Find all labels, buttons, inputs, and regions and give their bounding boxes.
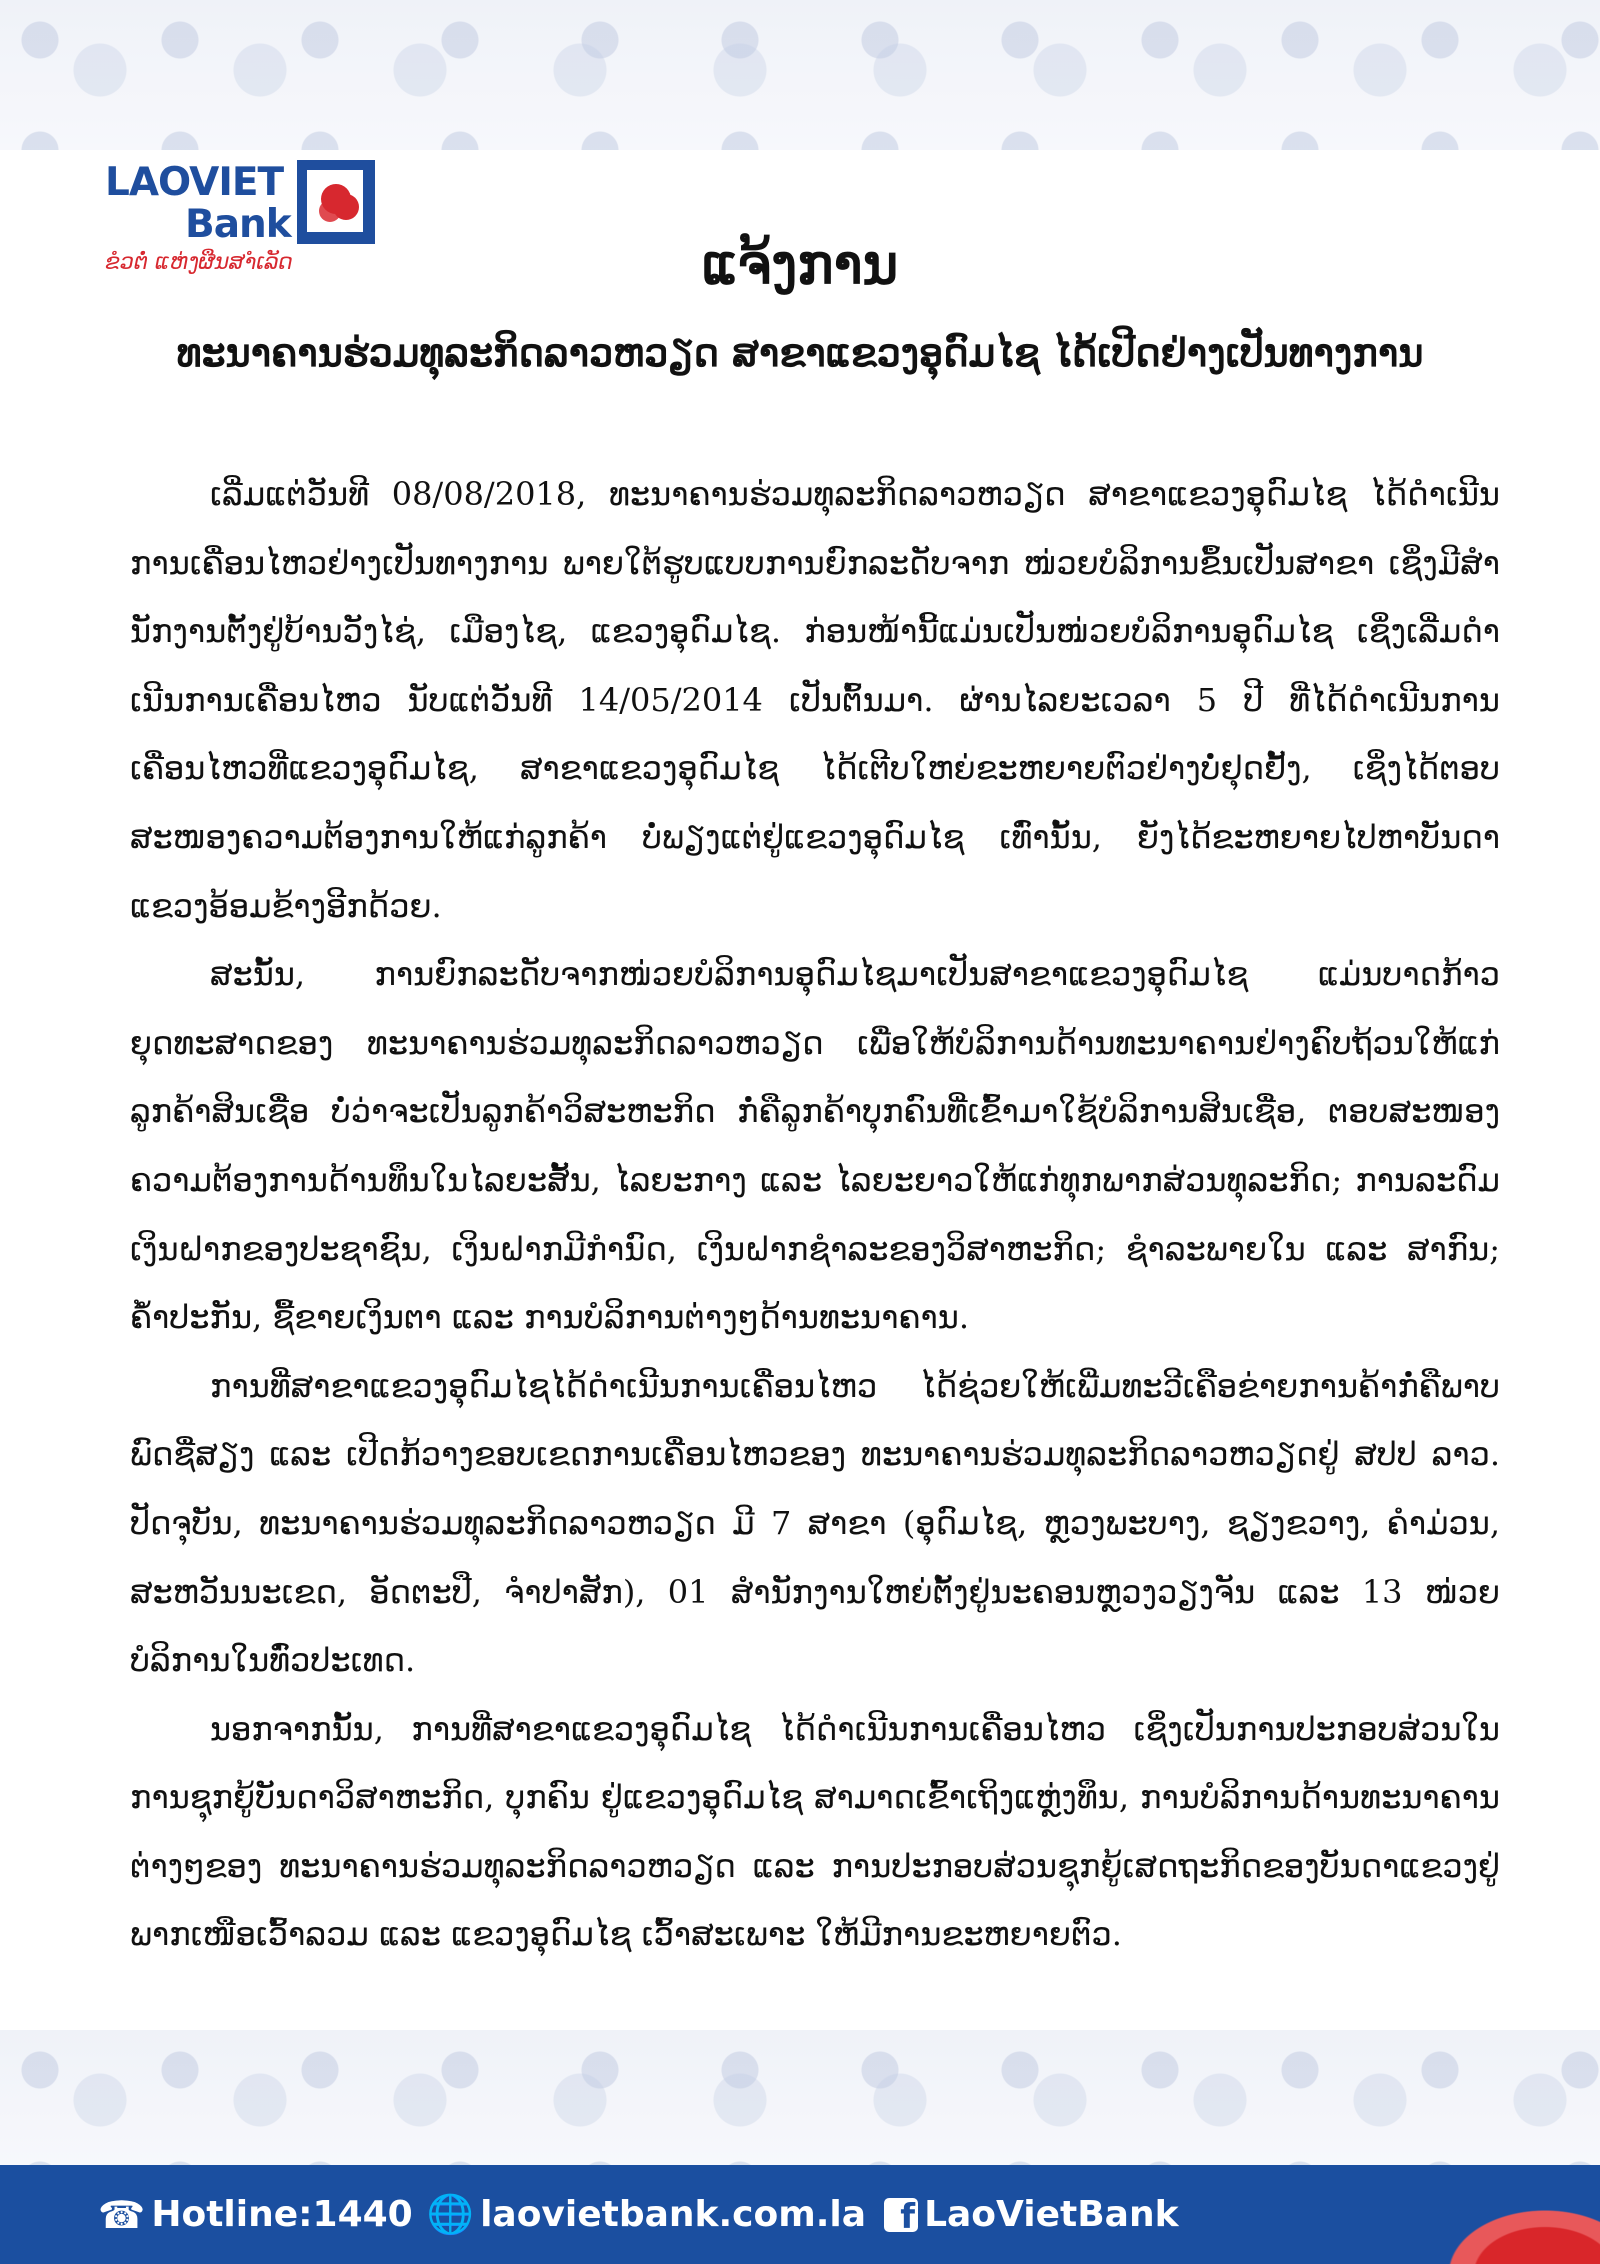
facebook-link[interactable]: LaoVietBank (924, 2194, 1179, 2235)
notice-title: ແຈ້ງການ (701, 232, 899, 296)
logo-text-laoviet: LAOVIET (105, 160, 284, 205)
footer-hotline (98, 2193, 413, 2237)
paragraph-3: ການທີ່ສາຂາແຂວງອຸດົມໄຊໄດ້ດໍາເນີນການເຄື່ອນໄຫວ ໄດ້ຊ່ວຍໃຫ້ເພີ່ມທະວີເຄືອຂ່າຍການຄ້າກໍ່ຄືພາບພົດຊື່ສຽງ ແລະ ເປີດກ້ວາງຂອບເຂດການເຄື່ອນໄຫວຂອງ ທະນາຄານຮ່ວມທຸລະກິດລາວຫວຽດຢູ່ ສປປ ລາວ. ປັດຈຸບັນ, ທະນາຄານຮ່ວມທຸລະກິດລາວຫວຽດ ມີ 7 ສາຂາ (ອຸດົມໄຊ, ຫຼວງພະບາງ, ຊຽງຂວາງ, ຄໍາມ່ວນ, ສະຫວັນນະເຂດ, ອັດຕະປື, ຈໍາປາສັກ), 01 ສໍານັກງານໃຫຍ່ຕັ້ງຢູ່ນະຄອນຫຼວງວຽງຈັນ ແລະ 13 ໜ່ວຍບໍລິການໃນທົ່ວປະເທດ. (130, 1366, 1500, 1680)
footer-facebook[interactable] (884, 2194, 1178, 2235)
notice-body (130, 460, 1500, 1969)
footer-bar (0, 2165, 1600, 2264)
website-link[interactable]: laovietbank.com.la (480, 2194, 867, 2235)
notice-subtitle: ທະນາຄານຮ່ວມທຸລະກິດລາວຫວຽດ ສາຂາແຂວງອຸດົມໄຊ ໄດ້ເປີດຢ່າງເປັນທາງການ (176, 330, 1424, 375)
phone-icon: ☎ (98, 2192, 146, 2237)
globe-www-icon: 🌐 (426, 2192, 475, 2236)
footer-decoration (1380, 2165, 1600, 2264)
paragraph-2: ສະນັ້ນ, ການຍົກລະດັບຈາກໜ່ວຍບໍລິການອຸດົມໄຊມາເປັນສາຂາແຂວງອຸດົມໄຊ ແມ່ນບາດກ້າວຍຸດທະສາດຂອງ ທະນາຄານຮ່ວມທຸລະກິດລາວຫວຽດ ເພື່ອໃຫ້ບໍລິການດ້ານທະນາຄານຢ່າງຄົບຖ້ວນໃຫ້ແກ່ລູກຄ້າສິນເຊື່ອ ບໍ່ວ່າຈະເປັນລູກຄ້າວິສະຫະກິດ ກໍ່ຄືລູກຄ້າບຸກຄົນທີ່ເຂົ້າມາໃຊ້ບໍລິການສິນເຊື່ອ, ຕອບສະໜອງຄວາມຕ້ອງການດ້ານທຶນໃນໄລຍະສັ້ນ, ໄລຍະກາງ ແລະ ໄລຍະຍາວໃຫ້ແກ່ທຸກພາກສ່ວນທຸລະກິດ; ການລະດົມເງິນຝາກຂອງປະຊາຊົນ, ເງິນຝາກມີກໍານົດ, ເງິນຝາກຊໍາລະຂອງວິສາຫະກິດ; ຊໍາລະພາຍໃນ ແລະ ສາກົນ; ຄໍ້າປະກັນ, ຊື້ຂາຍເງິນຕາ ແລະ ການບໍລິການຕ່າງໆດ້ານທະນາຄານ. (130, 955, 1500, 1337)
logo-tagline: ຂໍວຕໍ່ ແຫ່ງຜືນສາໍເລັດ (105, 250, 293, 275)
footer-website[interactable] (427, 2192, 866, 2237)
facebook-icon: f (884, 2198, 918, 2232)
paragraph-1: ເລີ່ມແຕ່ວັນທີ 08/08/2018, ທະນາຄານຮ່ວມທຸລະກິດລາວຫວຽດ ສາຂາແຂວງອຸດົມໄຊ ໄດ້ດໍາເນີນການເຄື່ອນໄຫວຢ່າງເປັນທາງການ ພາຍໃຕ້ຮູບແບບການຍົກລະດັບຈາກ ໜ່ວຍບໍລິການຂຶ້ນເປັນສາຂາ ເຊິ່ງມີສໍານັກງານຕັ້ງຢູ່ບ້ານວັງໄຊ່, ເມືອງໄຊ, ແຂວງອຸດົມໄຊ. ກ່ອນໜ້ານີ້ແມ່ນເປັນໜ່ວຍບໍລິການອຸດົມໄຊ ເຊິ່ງເລີ່ມດໍາເນີນການເຄື່ອນໄຫວ ນັບແຕ່ວັນທີ 14/05/2014 ເປັນຕົ້ນມາ. ຜ່ານໄລຍະເວລາ 5 ປີ ທີ່ໄດ້ດໍາເນີນການເຄື່ອນໄຫວທີ່ແຂວງອຸດົມໄຊ, ສາຂາແຂວງອຸດົມໄຊ ໄດ້ເຕີບໃຫຍ່ຂະຫຍາຍຕົວຢ່າງບໍ່ຢຸດຢັ້ງ, ເຊິ່ງໄດ້ຕອບສະໜອງຄວາມຕ້ອງການໃຫ້ແກ່ລູກຄ້າ ບໍ່ພຽງແຕ່ຢູ່ແຂວງອຸດົມໄຊ ເທົ່ານັ້ນ, ຍັງໄດ້ຂະຫຍາຍໄປຫາບັນດາແຂວງອ້ອມຂ້າງອີກດ້ວຍ. (130, 475, 1500, 925)
decorative-pattern-bottom (0, 2030, 1600, 2165)
decorative-pattern-top (0, 0, 1600, 150)
hotline-text: Hotline:1440 (151, 2194, 413, 2235)
logo-text-bank: Bank (185, 202, 291, 247)
paragraph-4: ນອກຈາກນັ້ນ, ການທີ່ສາຂາແຂວງອຸດົມໄຊ ໄດ້ດໍາເນີນການເຄື່ອນໄຫວ ເຊິ່ງເປັນການປະກອບສ່ວນໃນການຊຸກຍູ້ບັນດາວິສາຫະກິດ, ບຸກຄົນ ຢູ່ແຂວງອຸດົມໄຊ ສາມາດເຂົ້າເຖິງແຫຼ່ງທຶນ, ການບໍລິການດ້ານທະນາຄານຕ່າງໆຂອງ ທະນາຄານຮ່ວມທຸລະກິດລາວຫວຽດ ແລະ ການປະກອບສ່ວນຊຸກຍູ້ເສດຖະກິດຂອງບັນດາແຂວງຢູ່ພາກເໜືອເວົ້າລວມ ແລະ ແຂວງອຸດົມໄຊ ເວົ້າສະເພາະ ໃຫ້ມີການຂະຫຍາຍຕົວ. (130, 1709, 1500, 1954)
